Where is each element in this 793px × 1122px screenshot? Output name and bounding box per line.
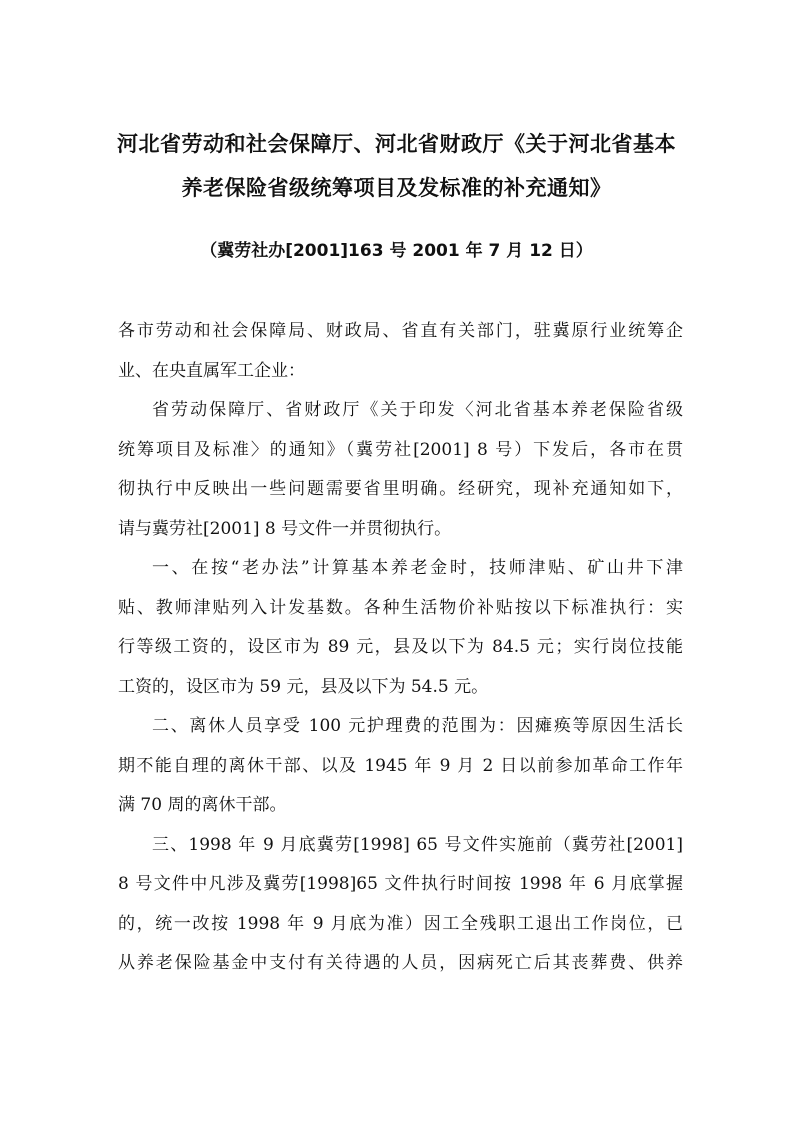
document-title (110, 122, 683, 210)
text-line: 8 号文件中凡涉及冀劳[1998]65 文件执行时间按 1998 年 6 月底掌握 (118, 874, 683, 894)
text-line: 期不能自理的离休干部、以及 1945 年 9 月 2 日以前参加革命工作年 (118, 755, 683, 776)
text-line: 行等级工资的，设区市为 89 元，县及以下为 84.5 元；实行岗位技能 (118, 637, 683, 657)
text-line: 贴、教师津贴列入计发基数。各种生活物价补贴按以下标准执行：实 (118, 597, 683, 618)
text-line: 工资的，设区市为 59 元，县及以下为 54.5 元。 (118, 676, 489, 697)
text-line: 各市劳动和社会保障局、财政局、省直有关部门，驻冀原行业统筹企 (118, 321, 683, 341)
text-line: 满 70 周的离休干部。 (118, 795, 287, 815)
text-line: 的，统一改按 1998 年 9 月底为准）因工全残职工退出工作岗位，已 (118, 913, 683, 934)
text-line: 三、1998 年 9 月底冀劳[1998] 65 号文件实施前（冀劳社[2001] (152, 834, 683, 855)
text-line: 省劳动保障厅、省财政厅《关于印发〈河北省基本养老保险省级 (152, 400, 683, 420)
title-line-1: 河北省劳动和社会保障厅、河北省财政厅《关于河北省基本 (117, 132, 676, 156)
text-line: 二、离休人员享受 100 元护理费的范围为：因瘫痪等原因生活长 (152, 716, 683, 736)
text-line: 业、在央直属军工企业： (118, 360, 305, 381)
text-line: 从养老保险基金中支付有关待遇的人员，因病死亡后其丧葬费、供养 (118, 953, 683, 973)
text-line: 统筹项目及标准〉的通知》（冀劳社[2001] 8 号）下发后，各市在贯 (118, 439, 683, 460)
paragraph-item-3 (118, 826, 683, 984)
paragraph-item-1 (118, 549, 683, 707)
document-body (118, 312, 683, 984)
paragraph-salutation (118, 312, 683, 391)
text-line: 彻执行中反映出一些问题需要省里明确。经研究，现补充通知如下， (118, 479, 683, 499)
text-line: 请与冀劳社[2001] 8 号文件一并贯彻执行。 (118, 518, 452, 539)
document-number: （冀劳社办[2001]163 号 2001 年 7 月 12 日） (200, 241, 593, 261)
title-line-2: 养老保险省级统筹项目及发标准的补充通知》 (181, 176, 612, 200)
text-line: 一、在按“老办法”计算基本养老金时，技师津贴、矿山井下津 (152, 558, 683, 578)
paragraph-item-2 (118, 707, 683, 826)
paragraph-intro (118, 391, 683, 549)
